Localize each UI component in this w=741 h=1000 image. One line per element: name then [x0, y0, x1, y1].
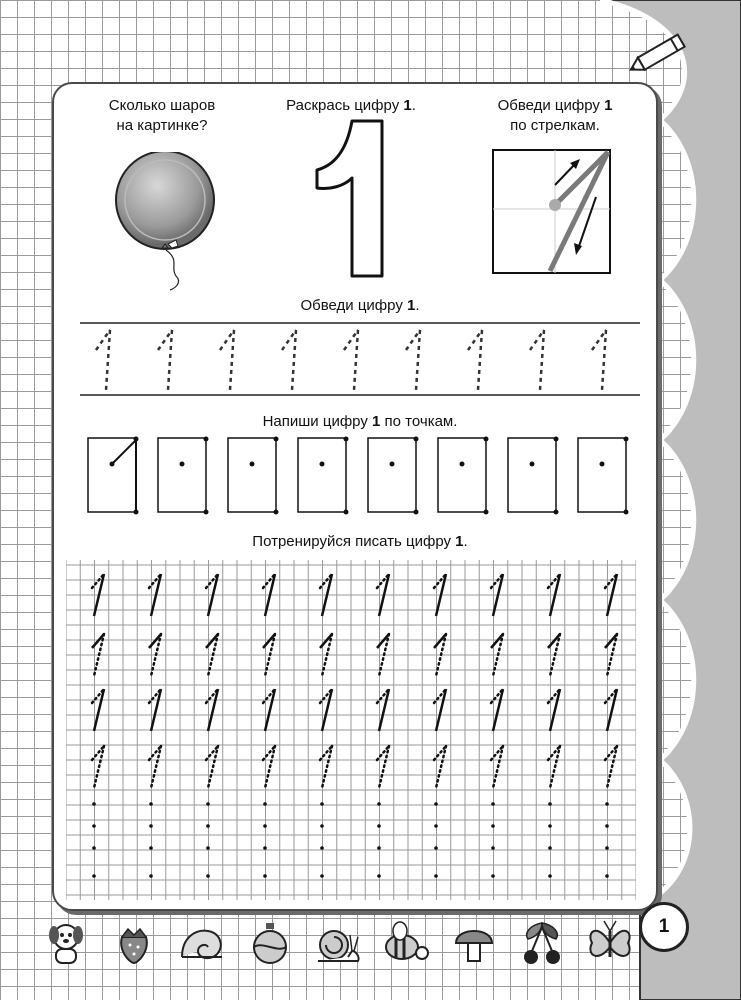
mushroom-icon	[448, 917, 500, 969]
snail-icon	[312, 917, 364, 969]
practice-mark-r3-c6[interactable]	[377, 689, 389, 731]
dot-box-8[interactable]	[578, 437, 629, 515]
trace-one-4[interactable]	[282, 330, 296, 390]
cherry-icon	[516, 917, 568, 969]
count-balloons-prompt: Сколько шаров на картинке?	[108, 97, 216, 134]
practice-mark-r4-c5[interactable]	[320, 746, 332, 788]
color-digit-prompt: Раскрась цифру 1.	[286, 97, 416, 114]
dots-digit-heading: Напиши цифру 1 по точкам.	[262, 413, 458, 430]
ornament-icon	[244, 917, 296, 969]
practice-heading: Потренируйся писать цифру 1.	[252, 533, 468, 550]
trace-one-5[interactable]	[344, 330, 358, 390]
butterfly-icon	[584, 917, 636, 969]
shell-icon	[176, 917, 228, 969]
trace-digit-row	[80, 318, 640, 400]
arrow-trace-box[interactable]	[492, 149, 612, 275]
practice-mark-r3-c10[interactable]	[605, 689, 617, 731]
trace-one-2[interactable]	[158, 330, 172, 390]
practice-mark-r4-c8[interactable]	[491, 746, 503, 788]
dot-box-6[interactable]	[438, 437, 489, 515]
page-number: 1	[639, 902, 689, 952]
practice-mark-r4-c2[interactable]	[149, 746, 161, 788]
dot-boxes-row	[80, 436, 640, 516]
trace-arrows-prompt: Обведи цифру 1 по стрелкам.	[497, 97, 613, 134]
practice-mark-r3-c1[interactable]	[92, 689, 104, 731]
trace-one-7[interactable]	[468, 330, 482, 390]
dot-box-2[interactable]	[158, 437, 209, 515]
practice-mark-r4-c6[interactable]	[377, 746, 389, 788]
practice-mark-r3-c9[interactable]	[548, 689, 560, 731]
strawberry-icon	[108, 917, 160, 969]
dot-box-5[interactable]	[368, 437, 419, 515]
practice-mark-r3-c2[interactable]	[149, 689, 161, 731]
practice-mark-r3-c7[interactable]	[434, 689, 446, 731]
practice-mark-r3-c4[interactable]	[263, 689, 275, 731]
trace-one-1[interactable]	[96, 330, 110, 390]
practice-mark-r4-c9[interactable]	[548, 746, 560, 788]
color-digit-outline[interactable]	[312, 118, 392, 280]
trace-one-9[interactable]	[592, 330, 606, 390]
trace-one-6[interactable]	[406, 330, 420, 390]
decorative-icons-row	[40, 917, 640, 977]
bee-icon	[380, 917, 432, 969]
dot-box-3[interactable]	[228, 437, 279, 515]
trace-digit-heading: Обведи цифру 1.	[300, 297, 420, 314]
dot-box-7[interactable]	[508, 437, 559, 515]
dot-box-4[interactable]	[298, 437, 349, 515]
practice-mark-r4-c10[interactable]	[605, 746, 617, 788]
pencil-icon	[625, 28, 695, 80]
practice-mark-r3-c3[interactable]	[206, 689, 218, 731]
practice-mark-r4-c3[interactable]	[206, 746, 218, 788]
practice-mark-r3-c5[interactable]	[320, 689, 332, 731]
puppy-icon	[40, 917, 92, 969]
dot-box-1[interactable]	[88, 437, 139, 515]
practice-mark-r4-c7[interactable]	[434, 746, 446, 788]
practice-mark-r4-c1[interactable]	[92, 746, 104, 788]
trace-one-8[interactable]	[530, 330, 544, 390]
balloon-image	[110, 152, 230, 292]
practice-grid[interactable]	[66, 560, 636, 900]
practice-mark-r4-c4[interactable]	[263, 746, 275, 788]
practice-mark-r3-c8[interactable]	[491, 689, 503, 731]
trace-one-3[interactable]	[220, 330, 234, 390]
trace-ones-group[interactable]	[96, 330, 606, 390]
dot-boxes-group[interactable]	[88, 437, 629, 515]
